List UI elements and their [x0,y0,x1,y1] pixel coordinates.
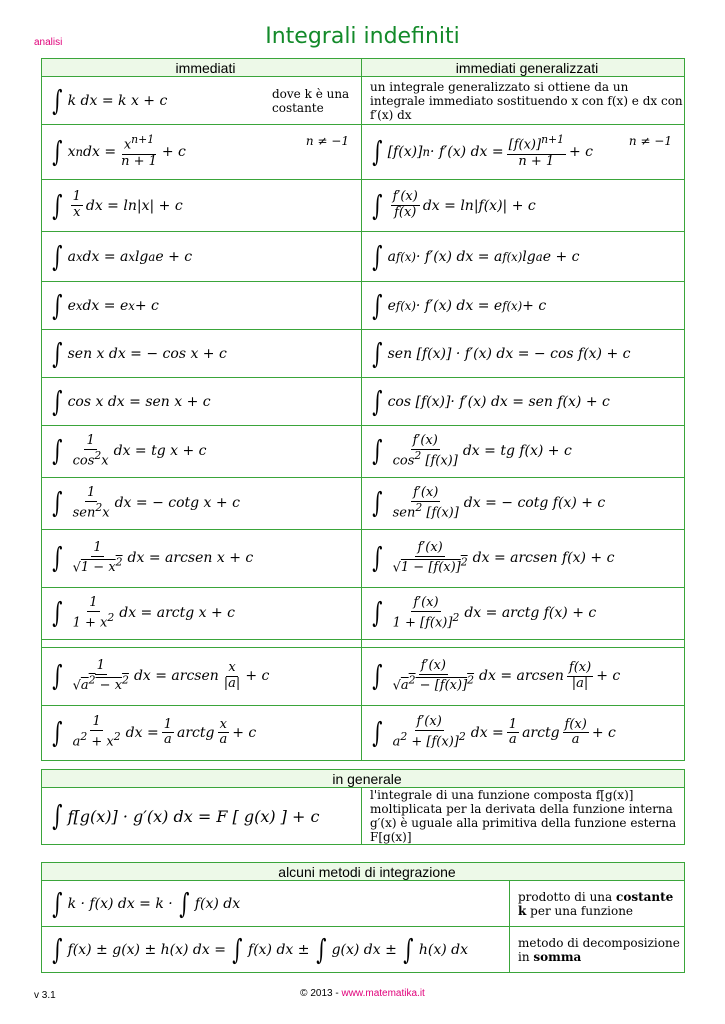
col-header-generalizzati: immediati generalizzati [362,59,685,77]
decomposition-formula: ∫ f(x) ± g(x) ± h(x) dx = ∫ f(x) dx ± ∫ g(x) dx ± ∫ h(x) dx [52,932,469,966]
page-title: Integrali indefiniti [265,24,460,49]
formula-right: ∫ $\frac{f'(x)}{\cos^2 [f(x)]}$ dx = tg f(x) + c [372,432,572,469]
formula-right: ∫ $\frac{f'(x)}{sen^2 [f(x)]}$ dx = − cotg f(x) + c [372,484,606,521]
constant-product-formula: ∫ k · f(x) dx = k · ∫ f(x) dx [52,886,241,920]
decomposition-description: metodo di decomposizione in somma [518,935,680,964]
formula-left: ∫ $\frac{1}{√a^2 - x^2}$ dx = arcsen $\frac{x}{|a|}$ + c [52,657,270,694]
formula-left: ∫ a x dx = a x lg a e + c [52,239,193,273]
integrals-table [41,58,685,761]
table-row [42,232,685,282]
table-row [42,706,685,761]
site-link[interactable]: www.matematika.it [341,988,425,999]
formula-left: ∫ sen x dx = − cos x + c [52,336,227,370]
composite-description: l'integrale di una funzione composta f[g(x)] moltiplicata per la derivata della funzione interna g′(x) è uguale alla primitiva della funzione esterna F[g(x)] [370,788,677,844]
table-row [42,77,685,125]
formula-left: ∫ $\frac{1}{x}$ dx = ln|x| + c [52,188,183,222]
table-row [42,648,685,706]
formula-right: ∫ a f(x) · f′(x) dx = a f(x) lg a e + c [372,239,580,273]
generalization-description: un integrale generalizzato si ottiene da un integrale immediato sostituendo x con f(x) e dx con f′(x) dx [370,79,683,122]
col-header-immediati: immediati [42,59,362,77]
version-label: v 3.1 [34,990,56,1001]
table-row [42,282,685,330]
formula-right: ∫ $\frac{f'(x)}{1 + [f(x)]^2}$ dx = arctg f(x) + c [372,594,597,631]
formula-left: ∫ x n dx = $\frac{x^{n+1}}{n + 1}$ + c [52,133,186,169]
general-rule-table [41,769,685,845]
formula-right: ∫ $\frac{f'(x)}{√a^2 - [f(x)]^2}$ dx = arcsen $\frac{f(x)}{|a|}$ + c [372,657,621,694]
condition-n: n ≠ −1 [628,134,672,149]
formula-right: ∫ [f(x)] n · f′(x) dx = $\frac{[f(x)]^{n+1}}{n + 1}$ + c [372,133,594,169]
formula-right: ∫ e f(x) · f′(x) dx = e f(x) + c [372,288,547,322]
table-row-spacer [42,640,685,648]
formula-right: ∫ $\frac{f'(x)}{√1 - [f(x)]^2}$ dx = arcsen f(x) + c [372,539,615,576]
table-row [42,530,685,588]
general-heading: in generale [42,770,685,788]
constant-note: dove k è una costante [272,87,350,115]
formula-left: ∫ $\frac{1}{sen^2x}$ dx = − cotg x + c [52,484,240,521]
table-row [42,478,685,530]
formula-right: ∫ sen [f(x)] · f′(x) dx = − cos f(x) + c [372,336,631,370]
topic-label: analisi [34,37,63,48]
integral-sign-icon: ∫ [52,83,63,117]
table-row [42,378,685,426]
formula-right: ∫ $\frac{f'(x)}{a^2 + [f(x)]^2}$ dx = $\frac{1}{a}$ arctg $\frac{f(x)}{a}$ + c [372,714,616,750]
formula-left: ∫ $\frac{1}{√1 - x^2}$ dx = arcsen x + c [52,539,254,576]
formula-left: ∫ e x dx = e x + c [52,288,159,322]
copyright: © 2013 - www.matematika.it [300,988,425,999]
table-row [42,330,685,378]
composite-formula: ∫ f[g(x)] · g′(x) dx = F [ g(x) ] + c [52,799,320,832]
formula-right: ∫ cos [f(x)]· f′(x) dx = sen f(x) + c [372,384,610,418]
table-row [42,125,685,180]
condition-n: n ≠ −1 [305,134,349,149]
table-row [42,588,685,640]
formula-left: ∫ $\frac{1}{a^2 + x^2}$ dx = $\frac{1}{a}$ arctg $\frac{x}{a}$ + c [52,714,257,750]
constant-product-description: prodotto di una costante k per una funzione [518,889,674,918]
table-row [42,426,685,478]
formula-left: ∫ $\frac{1}{1 + x^2}$ dx = arctg x + c [52,594,236,631]
formula-left: ∫ cos x dx = sen x + c [52,384,211,418]
formula-left: ∫ k dx = k x + c [52,83,168,117]
methods-table [41,862,685,973]
methods-heading: alcuni metodi di integrazione [42,863,685,881]
formula-left: ∫ $\frac{1}{\cos^2x}$ dx = tg x + c [52,432,207,469]
formula-right: ∫ $\frac{f'(x)}{f(x)}$ dx = ln|f(x)| + c [372,188,536,222]
table-row [42,180,685,232]
